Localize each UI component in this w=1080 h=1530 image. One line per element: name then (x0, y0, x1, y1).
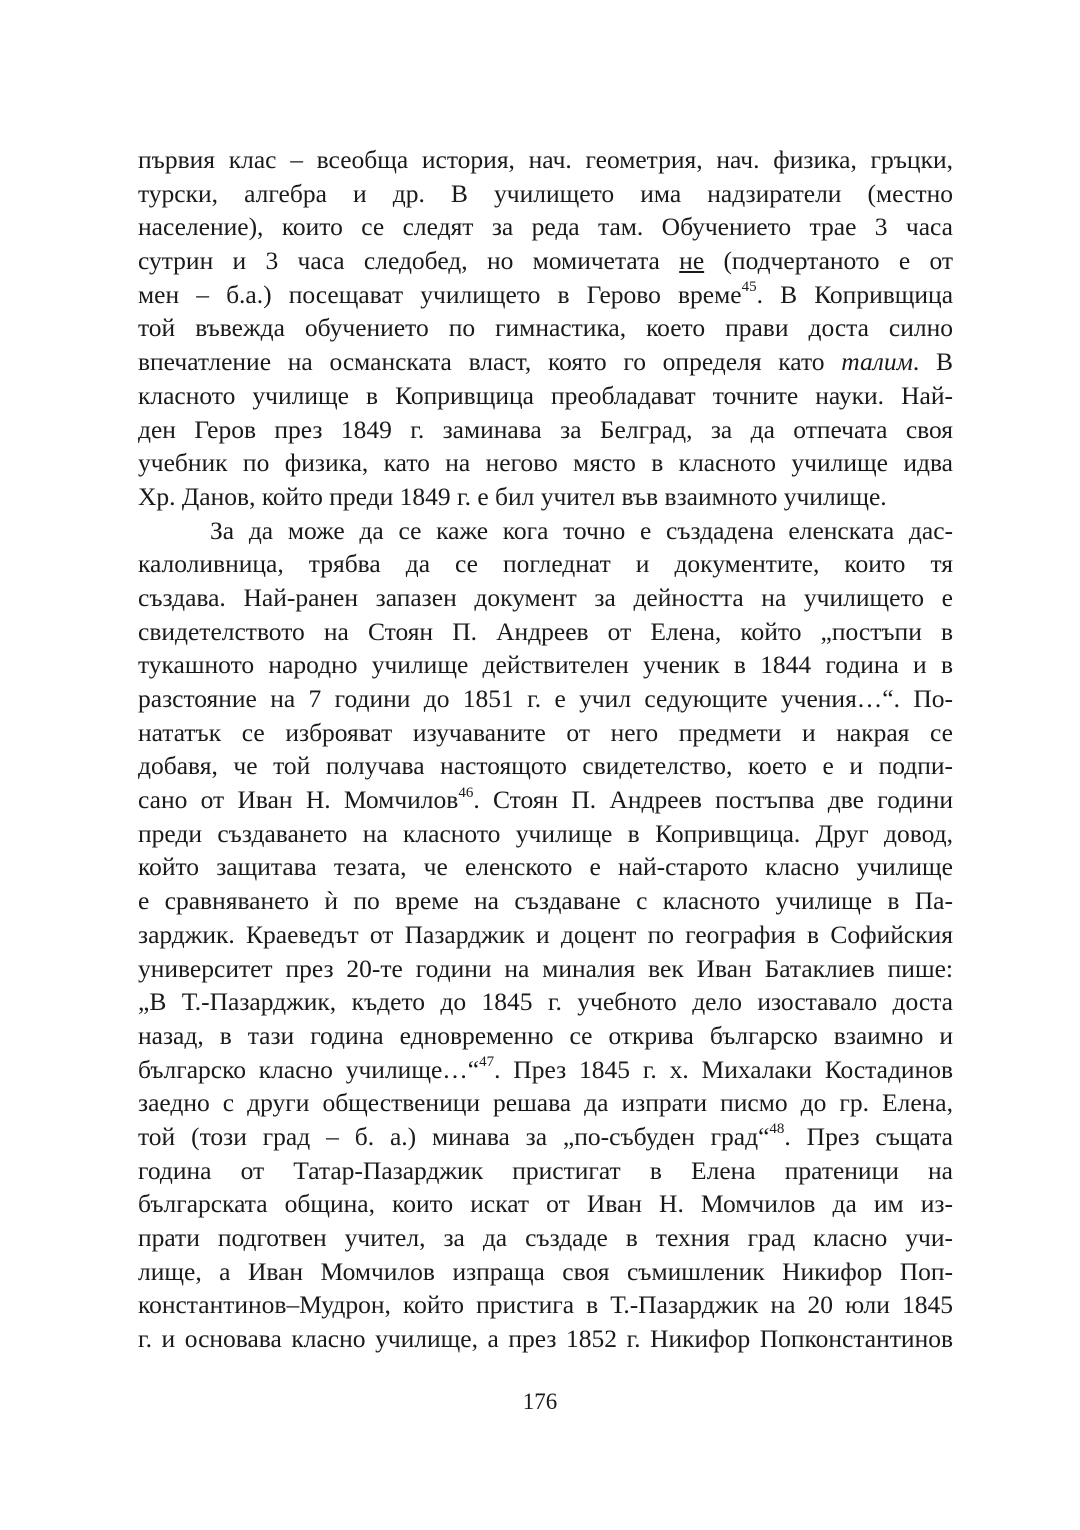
text-line: нататък се изброяват изучаваните от него предмети и накрая се (138, 717, 953, 747)
text-line: българско класно училище…“$^{47}$. През 1845 г. х. Михалаки Костадинов (138, 1054, 954, 1084)
text-line: прати подготвен учител, за да създаде в техния град класно учи- (138, 1223, 953, 1252)
italic-word: талим (841, 347, 913, 377)
footnote-marker: 48 (769, 1121, 785, 1138)
text-line: заедно с други общественици решава да изпрати писмо до гр. Елена, (138, 1088, 953, 1118)
text-line: мен – б.а.) посещават училището в Герово време$^{45}$. В Копривщица (138, 279, 954, 309)
footnote-marker: 45 (741, 279, 757, 296)
page-number: 176 (522, 1389, 558, 1414)
text-line: той въвежда обучението по гимнастика, което прави доста силно (138, 313, 953, 343)
text-line: учебник по физика, като на негово място в класното училище идва (138, 448, 953, 478)
text-line: ден Геров през 1849 г. заминава за Белград, за да отпечата своя (138, 414, 953, 444)
text-line: г. и основава класно училище, а през 1852 г. Никифор Попконстантинов (138, 1324, 953, 1354)
text-line: разстояние на 7 години до 1851 г. е учил седующите учения…“. По- (138, 684, 953, 713)
underlined-word: не (679, 246, 705, 276)
text-line: население), които се следят за реда там. Обучението трае 3 часа (138, 212, 953, 242)
text-line: назад, в тази година едновременно се открива българско взаимно и (138, 1020, 953, 1050)
text-line: класното училище в Копривщица преобладават точните науки. Най- (138, 380, 953, 410)
text-line: константинов–Мудрон, който пристига в Т.-Пазарджик на 20 юли 1845 (138, 1290, 953, 1320)
text-line: лище, а Иван Момчилов изпраща своя съмишленик Никифор Поп- (138, 1256, 953, 1286)
text-line: тукашното народно училище действителен ученик в 1844 година и в (138, 650, 953, 680)
text-line: българската община, които искат от Иван Н. Момчилов да им из- (138, 1189, 953, 1219)
text-line: създава. Най-ранен запазен документ за дейността на училището е (138, 582, 953, 612)
text-line: свидетелството на Стоян П. Андреев от Елена, който „постъпи в (138, 616, 953, 646)
text-line: сутрин и 3 часа следобед, но момичетата не (подчертаното е от (138, 246, 954, 276)
text-line: първия клас – всеобща история, нач. геометрия, нач. физика, гръцки, (138, 145, 953, 174)
text-line: сано от Иван Н. Момчилов$^{46}$. Стоян П. Андреев постъпва две години (138, 784, 954, 815)
body-text (138, 143, 953, 1356)
text-line: който защитава тезата, че еленското е най-старото класно училище (138, 852, 953, 882)
text-line: „В Т.-Пазарджик, където до 1845 г. учебното дело изоставало доста (138, 987, 953, 1017)
text-line: година от Татар-Пазарджик пристигат в Елена пратеници на (138, 1155, 953, 1185)
text-line: зарджик. Краеведът от Пазарджик и доцент по география в Софийския (138, 919, 953, 949)
text-line: калоливница, трябва да се погледнат и документите, които тя (138, 549, 953, 579)
text-line: За да може да се каже кога точно е създадена еленската дас- (210, 515, 953, 545)
footnote-marker: 47 (479, 1054, 495, 1071)
text-line: е сравняването ѝ по време на създаване с класното училище в Па- (138, 886, 953, 916)
text-line: добавя, че той получава настоящото свидетелство, което е и подпи- (138, 751, 953, 781)
text-line: турски, алгебра и др. В училището има надзиратели (местно (138, 178, 953, 208)
text-line: впечатление на османската власт, която го определя като талим. В (138, 347, 953, 377)
footnote-marker: 46 (458, 784, 474, 801)
text-line: преди създаването на класното училище в Копривщица. Друг довод, (138, 818, 953, 848)
text-line: той (този град – б. а.) минава за „по-събуден град“$^{48}$. През същата (138, 1121, 953, 1151)
text-line: университет през 20-те години на миналия век Иван Батаклиев пише: (138, 953, 953, 983)
text-line: Хр. Данов, който преди 1849 г. е бил учител във взаимното училище. (138, 481, 887, 511)
